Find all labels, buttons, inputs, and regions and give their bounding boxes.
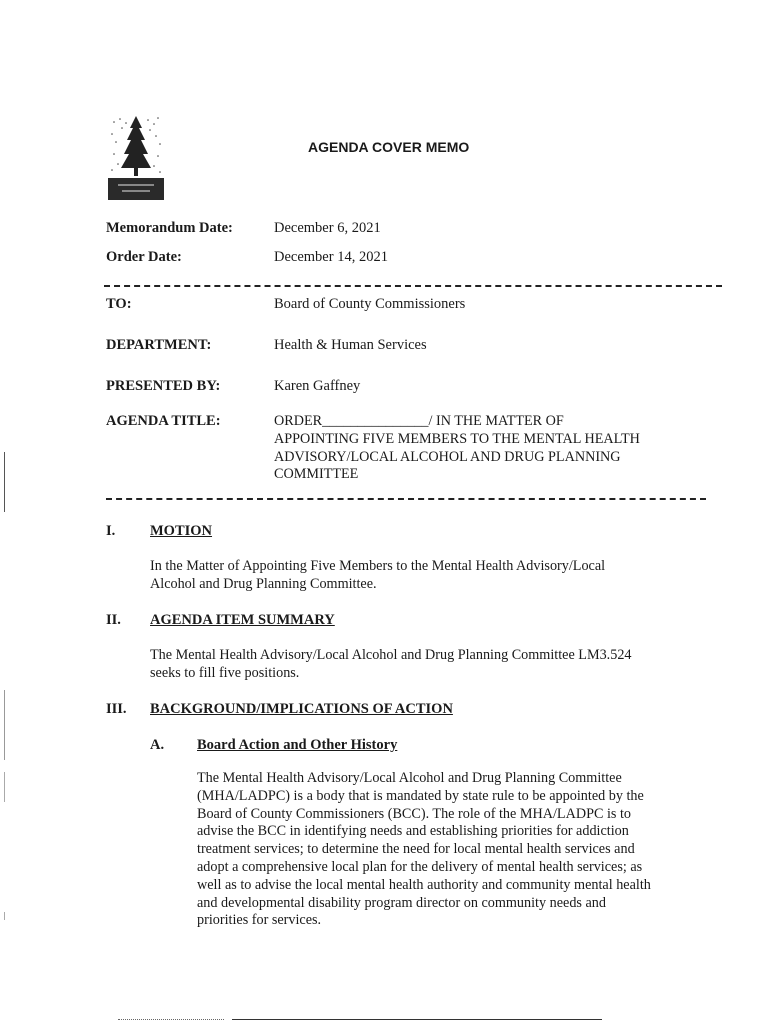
divider-bottom: [106, 498, 706, 500]
history-line: Board of County Commissioners (BCC). The role of the MHA/LADPC is to: [197, 805, 632, 822]
history-line: treatment services; to determine the need for local mental health services and: [197, 841, 635, 858]
agenda-title-line: ORDER_______________/ IN THE MATTER OF: [274, 413, 564, 429]
order-date-value: December 14, 2021: [274, 249, 388, 265]
scan-margin-mark: [4, 690, 5, 760]
county-logo: [106, 114, 166, 200]
agenda-title-label: AGENDA TITLE:: [106, 413, 221, 429]
history-line: priorities for services.: [197, 912, 322, 929]
summary-line: The Mental Health Advisory/Local Alcohol and Drug Planning Committee LM3.524: [150, 647, 632, 663]
presented-by-value: Karen Gaffney: [274, 378, 361, 394]
order-date-label: Order Date:: [106, 249, 182, 265]
section-numeral: I.: [106, 523, 116, 539]
history-line: (MHA/LADPC) is a body that is mandated by state rule to be appointed by the: [197, 787, 644, 804]
scan-bottom-dots: [118, 1019, 224, 1020]
history-paragraph: [197, 770, 677, 930]
summary-line: seeks to fill five positions.: [150, 664, 300, 681]
department-label: DEPARTMENT:: [106, 337, 212, 353]
to-value: Board of County Commissioners: [274, 296, 466, 312]
memo-date-label: Memorandum Date:: [106, 220, 233, 236]
history-line: and developmental disability program director on community needs and: [197, 894, 606, 911]
motion-text: [150, 558, 690, 594]
subsection-heading-history: Board Action and Other History: [197, 737, 398, 753]
section-heading-background: BACKGROUND/IMPLICATIONS OF ACTION: [150, 701, 453, 717]
section-numeral: III.: [106, 701, 127, 717]
history-line: adopt a comprehensive local plan for the delivery of mental health services; as: [197, 858, 643, 875]
section-numeral: II.: [106, 612, 121, 628]
summary-text: [150, 647, 690, 683]
agenda-title-line: ADVISORY/LOCAL ALCOHOL AND DRUG PLANNING: [274, 448, 621, 465]
scan-bottom-line: [232, 1019, 602, 1020]
to-label: TO:: [106, 296, 132, 312]
motion-line: Alcohol and Drug Planning Committee.: [150, 575, 377, 592]
history-line: advise the BCC in identifying needs and establishing priorities for addiction: [197, 823, 629, 840]
scan-margin-mark: [4, 772, 5, 802]
section-heading-motion: MOTION: [150, 523, 213, 539]
motion-line: In the Matter of Appointing Five Members to the Mental Health Advisory/Local: [150, 558, 606, 574]
tree-logo-icon: [106, 114, 166, 200]
agenda-title-line: APPOINTING FIVE MEMBERS TO THE MENTAL HEALTH: [274, 430, 640, 447]
department-value: Health & Human Services: [274, 337, 427, 353]
presented-by-label: PRESENTED BY:: [106, 378, 221, 394]
history-line: The Mental Health Advisory/Local Alcohol and Drug Planning Committee: [197, 770, 622, 786]
page-title: AGENDA COVER MEMO: [308, 139, 470, 155]
scan-margin-mark: [4, 912, 5, 920]
subsection-letter: A.: [150, 737, 165, 753]
agenda-title-line: COMMITTEE: [274, 466, 359, 483]
agenda-title-value: [274, 413, 714, 484]
section-heading-summary: AGENDA ITEM SUMMARY: [150, 612, 335, 628]
memo-date-value: December 6, 2021: [274, 220, 381, 236]
divider-top: [104, 285, 722, 287]
history-line: well as to advise the local mental health authority and community mental health: [197, 876, 651, 893]
scan-margin-mark: [4, 452, 5, 512]
